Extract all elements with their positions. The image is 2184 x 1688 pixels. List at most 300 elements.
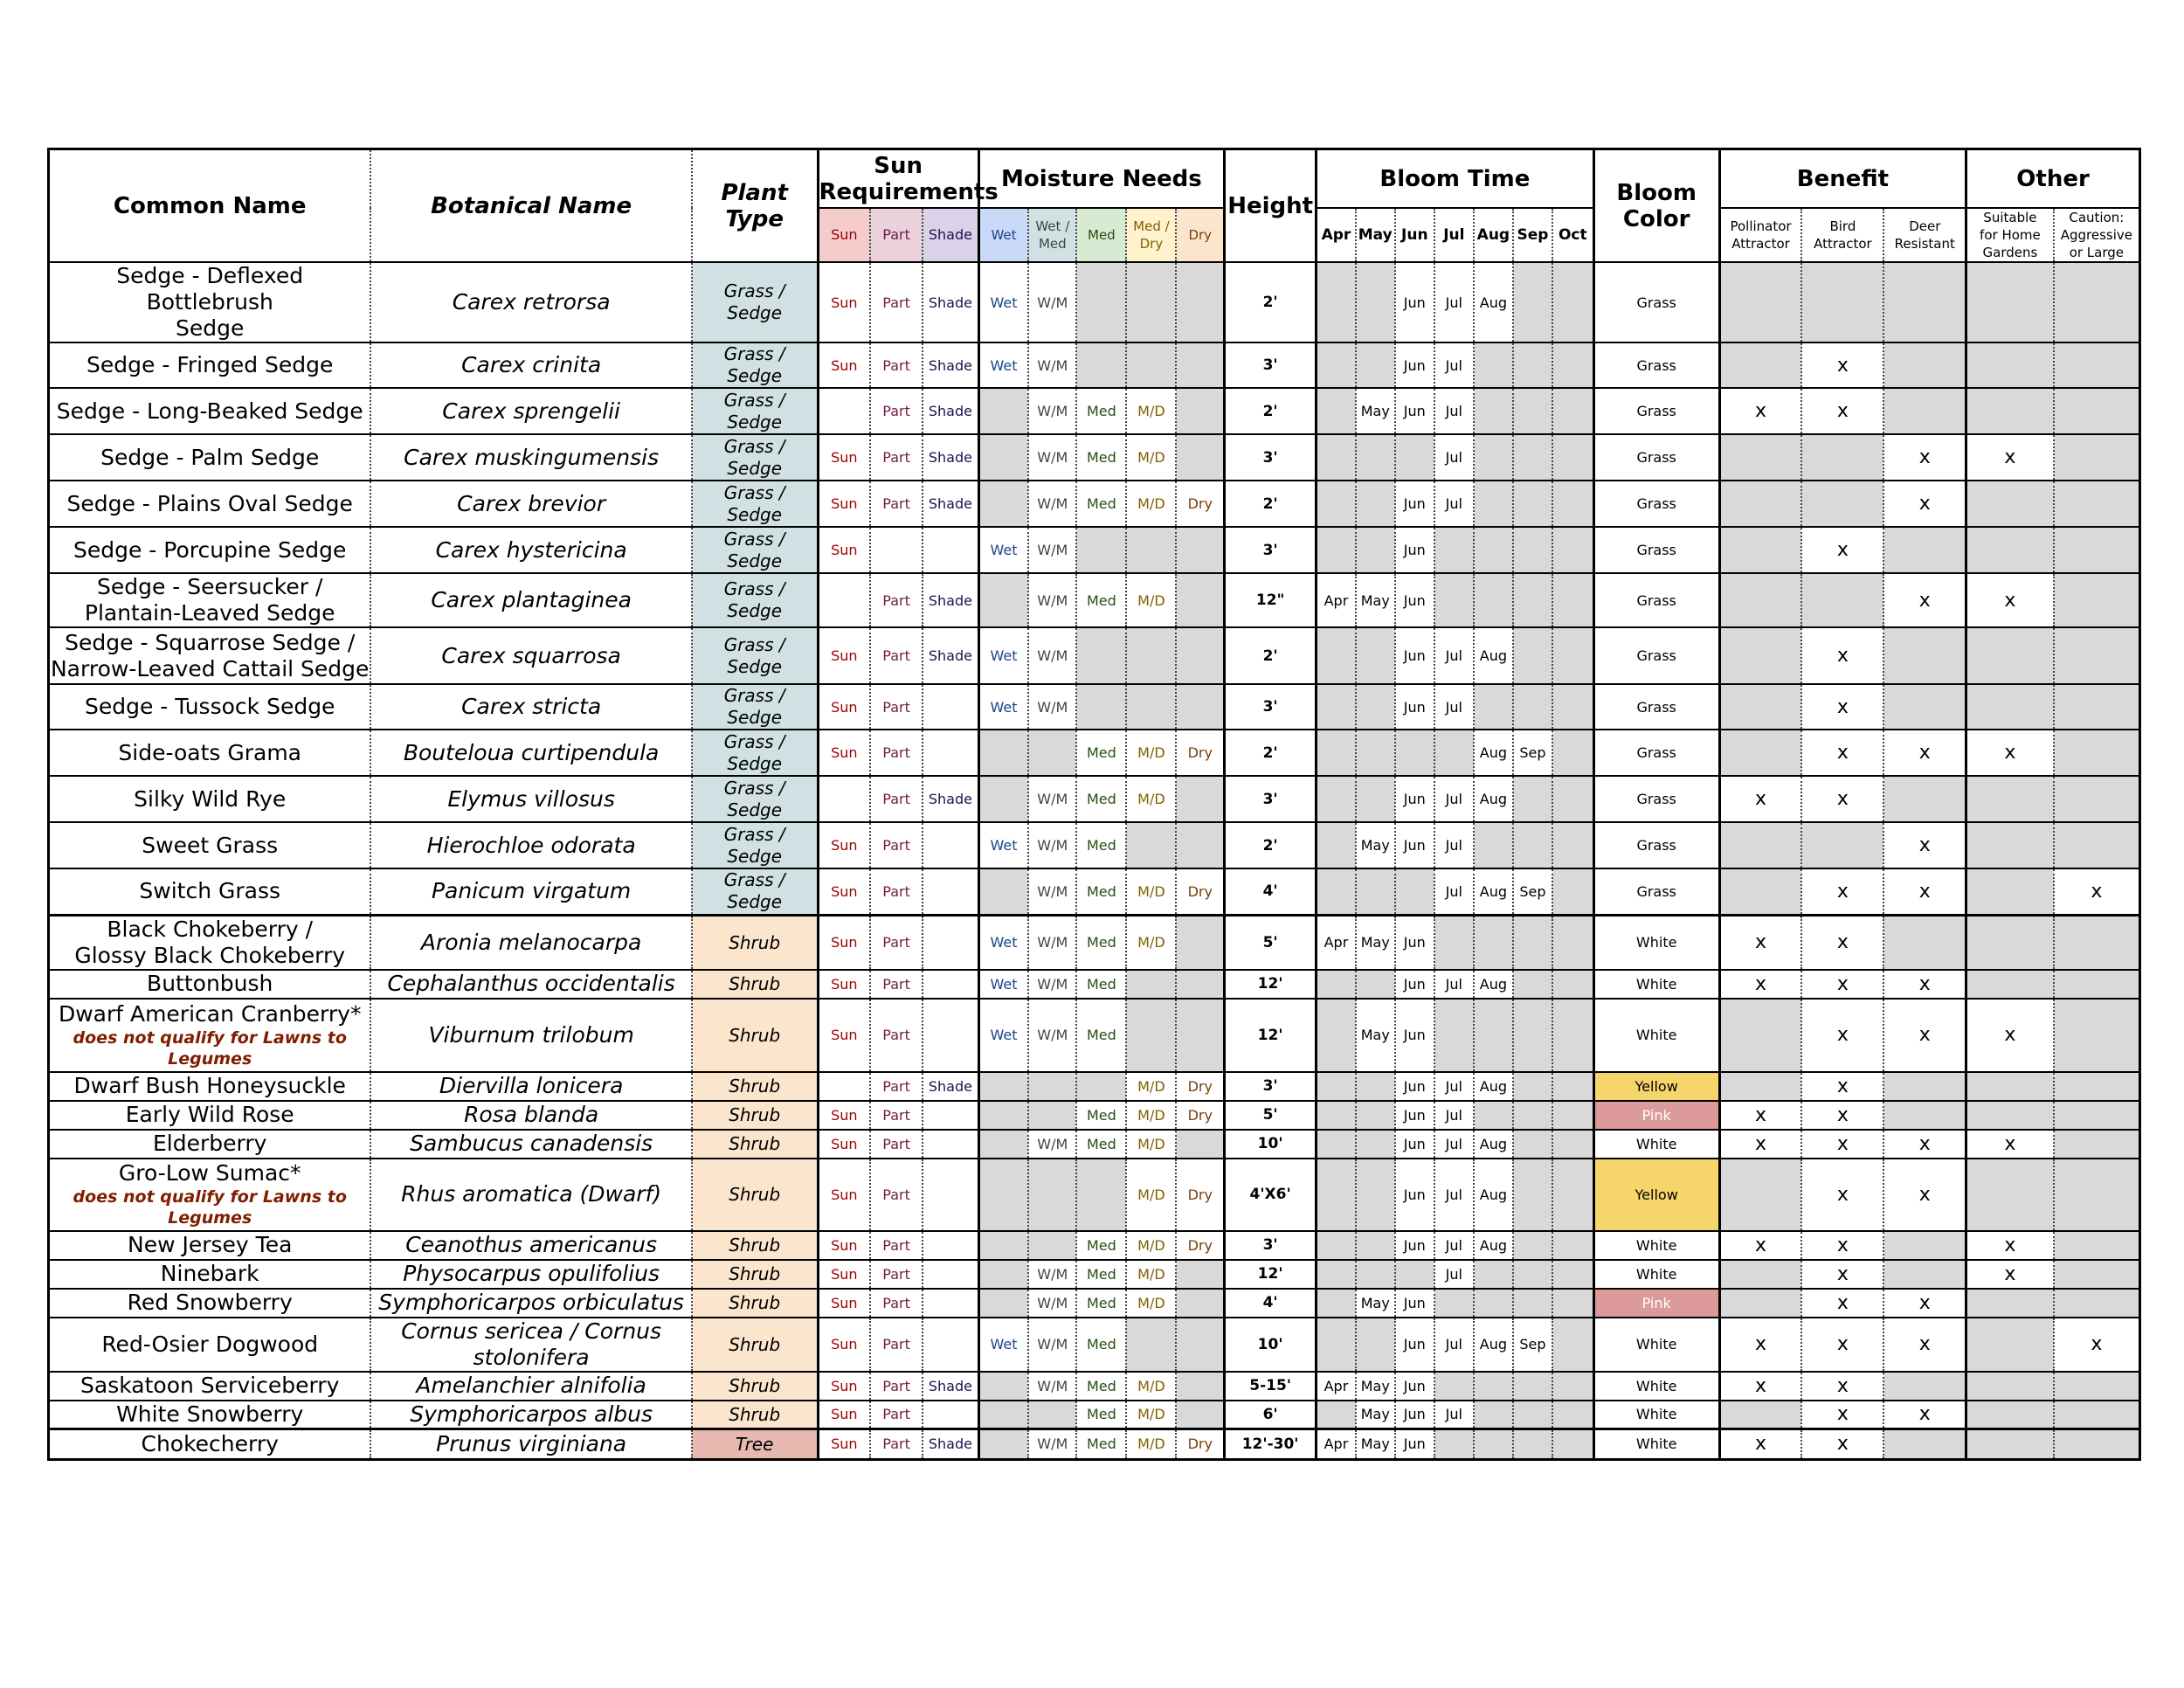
bloom-month-cell [1552, 627, 1593, 684]
text-line: Shrub [729, 931, 781, 953]
moisture-cell [1076, 342, 1126, 388]
sun-cell: Sun [818, 481, 870, 527]
moisture-cell: Med [1076, 730, 1126, 776]
other-cell [1966, 776, 2054, 822]
text-line: Sedge [727, 411, 783, 432]
bloom-month-cell: Jul [1434, 342, 1474, 388]
benefit-cell [1719, 527, 1801, 573]
other-cell [2054, 1159, 2139, 1231]
text-line: Sedge [727, 457, 783, 479]
benefit-cell: x [1801, 1372, 1883, 1401]
benefit-cell: x [1801, 1260, 1883, 1289]
bloom-color-cell: White [1593, 1372, 1719, 1401]
text-line: Carex hystericina [435, 536, 627, 563]
text-line: Grass / [723, 578, 785, 599]
bloom-color-cell: Grass [1593, 868, 1719, 915]
text-line: for Home [1980, 227, 2041, 243]
moisture-cell: W/M [1028, 627, 1076, 684]
moisture-cell [1176, 262, 1224, 342]
botanical-name [370, 481, 691, 527]
bloom-month-cell: Aug [1474, 868, 1513, 915]
bloom-month-cell [1513, 776, 1552, 822]
bloom-month-cell [1356, 1072, 1395, 1101]
benefit-cell: x [1883, 1130, 1966, 1159]
bloom-month-cell [1317, 1101, 1356, 1130]
bloom-month-cell [1317, 481, 1356, 527]
plant-type [692, 1429, 818, 1458]
height-cell: 2' [1225, 481, 1317, 527]
bloom-month-cell [1474, 434, 1513, 481]
text-line: Symphoricarpos albus [410, 1401, 653, 1427]
bloom-month-cell: Aug [1474, 1130, 1513, 1159]
sun-cell: Shade [923, 388, 978, 434]
other-cell [1966, 1159, 2054, 1231]
benefit-cell: x [1801, 1401, 1883, 1429]
height-cell: 5' [1225, 1101, 1317, 1130]
bloom-month-cell [1317, 527, 1356, 573]
moisture-cell: W/M [1028, 573, 1076, 627]
moisture-cell [1176, 573, 1224, 627]
text-line: Rosa blanda [464, 1102, 599, 1127]
bloom-month-cell [1474, 388, 1513, 434]
bloom-month-cell: Aug [1474, 1159, 1513, 1231]
bloom-color-cell: White [1593, 1318, 1719, 1372]
benefit-cell [1719, 262, 1801, 342]
benefit-cell: x [1719, 1130, 1801, 1159]
bloom-month-cell [1317, 822, 1356, 868]
bloom-month-cell: Jul [1434, 1231, 1474, 1260]
sun-cell [923, 822, 978, 868]
benefit-cell [1883, 1429, 1966, 1458]
height-cell: 3' [1225, 434, 1317, 481]
table-row [50, 730, 2139, 776]
benefit-cell: x [1883, 1289, 1966, 1318]
sun-cell: Part [870, 1372, 923, 1401]
bloom-month-cell [1474, 342, 1513, 388]
benefit-cell: x [1801, 1159, 1883, 1231]
sun-cell: Sun [818, 527, 870, 573]
plant-type [692, 1260, 818, 1289]
bloom-color-cell: White [1593, 1130, 1719, 1159]
benefit-cell: x [1719, 1318, 1801, 1372]
moisture-cell [978, 730, 1028, 776]
bloom-month-cell: Jul [1434, 868, 1474, 915]
bloom-month-cell: Jul [1434, 1072, 1474, 1101]
botanical-name [370, 1289, 691, 1318]
bloom-color-cell: Grass [1593, 730, 1719, 776]
text-line: Grass / [723, 633, 785, 655]
moisture-cell [1176, 1130, 1224, 1159]
bloom-month-cell: Jun [1395, 388, 1434, 434]
bloom-month-cell: Apr [1317, 573, 1356, 627]
bloom-month-cell [1356, 342, 1395, 388]
benefit-cell: x [1719, 1429, 1801, 1458]
moisture-cell [978, 1401, 1028, 1429]
text-line: Sedge [727, 600, 783, 621]
benefit-cell [1719, 822, 1801, 868]
moisture-cell [1176, 776, 1224, 822]
text-line: Sedge - Long-Beaked Sedge [56, 398, 363, 424]
benefit-cell: x [1883, 822, 1966, 868]
bloom-color-cell: Grass [1593, 822, 1719, 868]
bloom-month-cell [1356, 776, 1395, 822]
table-row [50, 342, 2139, 388]
benefit-cell [1719, 627, 1801, 684]
table-row [50, 1401, 2139, 1429]
text-line: Dry [1139, 236, 1164, 252]
benefit-cell: x [1801, 776, 1883, 822]
text-line: Attractor [1731, 236, 1790, 252]
moisture-cell: Wet [978, 262, 1028, 342]
header-month-apr: Apr [1317, 208, 1356, 262]
bloom-month-cell: Jul [1434, 627, 1474, 684]
benefit-cell [1719, 1289, 1801, 1318]
moisture-cell [1176, 1260, 1224, 1289]
other-cell: x [1966, 730, 2054, 776]
benefit-cell: x [1801, 627, 1883, 684]
moisture-cell [1028, 1072, 1076, 1101]
moisture-cell [1126, 627, 1176, 684]
benefit-cell [1883, 627, 1966, 684]
benefit-cell [1883, 1260, 1966, 1289]
bloom-month-cell [1434, 730, 1474, 776]
text-line: stolonifera [473, 1344, 590, 1370]
bloom-month-cell [1356, 1159, 1395, 1231]
sun-cell: Sun [818, 868, 870, 915]
bloom-month-cell [1434, 527, 1474, 573]
sun-cell: Part [870, 776, 923, 822]
sun-cell [923, 1318, 978, 1372]
sun-cell [923, 915, 978, 970]
sun-cell: Shade [923, 1372, 978, 1401]
bloom-month-cell [1434, 999, 1474, 1072]
benefit-cell [1883, 1072, 1966, 1101]
benefit-cell [1719, 481, 1801, 527]
other-cell [1966, 1401, 2054, 1429]
bloom-month-cell: Jun [1395, 1072, 1434, 1101]
sun-cell: Part [870, 684, 923, 730]
other-cell [2054, 730, 2139, 776]
height-cell: 2' [1225, 730, 1317, 776]
moisture-cell: Wet [978, 822, 1028, 868]
moisture-cell: W/M [1028, 434, 1076, 481]
bloom-month-cell [1356, 1318, 1395, 1372]
moisture-cell [1028, 1401, 1076, 1429]
benefit-cell: x [1719, 388, 1801, 434]
bloom-month-cell [1513, 1429, 1552, 1458]
other-cell: x [1966, 1130, 2054, 1159]
bloom-month-cell [1552, 1072, 1593, 1101]
common-name [50, 481, 370, 527]
table-row [50, 776, 2139, 822]
bloom-month-cell [1474, 999, 1513, 1072]
sun-cell: Shade [923, 481, 978, 527]
moisture-cell: Med [1076, 1260, 1126, 1289]
benefit-cell [1883, 776, 1966, 822]
moisture-cell: Med [1076, 970, 1126, 999]
other-cell [1966, 1372, 2054, 1401]
other-cell [1966, 1072, 2054, 1101]
sun-cell: Part [870, 1260, 923, 1289]
sun-cell: Part [870, 1159, 923, 1231]
bloom-month-cell [1552, 970, 1593, 999]
moisture-cell [1028, 1159, 1076, 1231]
moisture-cell [978, 1159, 1028, 1231]
height-cell: 6' [1225, 1401, 1317, 1429]
bloom-color-cell: Grass [1593, 684, 1719, 730]
other-cell [1966, 1318, 2054, 1372]
sun-cell [923, 684, 978, 730]
other-cell [2054, 999, 2139, 1072]
other-cell [2054, 1401, 2139, 1429]
table-row [50, 822, 2139, 868]
plant-type [692, 1072, 818, 1101]
bloom-month-cell [1474, 1429, 1513, 1458]
benefit-cell [1883, 1101, 1966, 1130]
height-cell: 2' [1225, 388, 1317, 434]
sun-cell: Part [870, 1289, 923, 1318]
text-line: Shrub [729, 1104, 781, 1125]
moisture-cell [1176, 684, 1224, 730]
bloom-month-cell: Aug [1474, 1318, 1513, 1372]
bloom-color-cell: White [1593, 1260, 1719, 1289]
other-cell [1966, 262, 2054, 342]
text-line: Shrub [729, 1292, 781, 1313]
other-cell [1966, 915, 2054, 970]
sun-cell [923, 1159, 978, 1231]
plant-type [692, 434, 818, 481]
other-cell [1966, 1429, 2054, 1458]
bloom-month-cell: Jun [1395, 527, 1434, 573]
moisture-cell: Dry [1176, 1101, 1224, 1130]
bloom-month-cell [1552, 1318, 1593, 1372]
height-cell: 2' [1225, 822, 1317, 868]
text-line: Caution: [2069, 210, 2125, 225]
benefit-cell: x [1883, 730, 1966, 776]
moisture-cell: M/D [1126, 1260, 1176, 1289]
sun-cell [923, 999, 978, 1072]
botanical-name [370, 970, 691, 999]
bloom-month-cell [1513, 822, 1552, 868]
other-cell [2054, 342, 2139, 388]
moisture-cell [1028, 1101, 1076, 1130]
bloom-color-cell: Pink [1593, 1101, 1719, 1130]
moisture-cell: Wet [978, 627, 1028, 684]
plant-type [692, 527, 818, 573]
bloom-month-cell [1317, 1318, 1356, 1372]
bloom-color-cell: Grass [1593, 481, 1719, 527]
height-cell: 10' [1225, 1318, 1317, 1372]
bloom-month-cell [1552, 1429, 1593, 1458]
sun-cell [923, 527, 978, 573]
common-name [50, 627, 370, 684]
benefit-cell [1883, 527, 1966, 573]
plant-type [692, 776, 818, 822]
bloom-month-cell: Jul [1434, 684, 1474, 730]
bloom-color-cell: White [1593, 915, 1719, 970]
table-row [50, 1231, 2139, 1260]
benefit-cell [1719, 868, 1801, 915]
table-row [50, 915, 2139, 970]
table-row [50, 527, 2139, 573]
text-line: Grass / [723, 777, 785, 799]
benefit-cell: x [1719, 970, 1801, 999]
text-line: Med [1038, 236, 1067, 252]
bloom-month-cell [1552, 434, 1593, 481]
bloom-month-cell [1434, 573, 1474, 627]
height-cell: 3' [1225, 684, 1317, 730]
other-cell [2054, 627, 2139, 684]
bloom-color-cell: White [1593, 999, 1719, 1072]
bloom-month-cell [1513, 970, 1552, 999]
benefit-cell: x [1801, 730, 1883, 776]
bloom-month-cell: Sep [1513, 730, 1552, 776]
table-row [50, 1289, 2139, 1318]
benefit-cell: x [1883, 868, 1966, 915]
text-line: Shrub [729, 1375, 781, 1396]
bloom-month-cell [1317, 434, 1356, 481]
plant-type [692, 1401, 818, 1429]
benefit-cell: x [1883, 1318, 1966, 1372]
bloom-month-cell: Jul [1434, 1159, 1474, 1231]
other-cell: x [1966, 434, 2054, 481]
benefit-cell: x [1719, 1372, 1801, 1401]
bloom-month-cell: Jul [1434, 434, 1474, 481]
plant-type [692, 1101, 818, 1130]
moisture-cell [978, 1372, 1028, 1401]
lawns-to-legumes-note: does not qualify for Lawns to [73, 1187, 347, 1207]
benefit-cell [1883, 388, 1966, 434]
benefit-cell [1719, 999, 1801, 1072]
moisture-cell: Dry [1176, 868, 1224, 915]
moisture-cell: W/M [1028, 822, 1076, 868]
benefit-cell [1719, 684, 1801, 730]
bloom-month-cell [1513, 1260, 1552, 1289]
benefit-cell: x [1883, 434, 1966, 481]
bloom-month-cell: Aug [1474, 1072, 1513, 1101]
botanical-name [370, 999, 691, 1072]
sun-cell [818, 776, 870, 822]
benefit-cell: x [1801, 915, 1883, 970]
bloom-month-cell [1356, 868, 1395, 915]
header-moisture-needs: Moisture Needs [978, 150, 1224, 208]
moisture-cell: Med [1076, 1289, 1126, 1318]
sun-cell: Part [870, 999, 923, 1072]
benefit-cell: x [1801, 1072, 1883, 1101]
moisture-cell: W/M [1028, 1260, 1076, 1289]
other-cell [1966, 970, 2054, 999]
benefit-cell [1801, 481, 1883, 527]
table-row [50, 970, 2139, 999]
lawns-to-legumes-note: Legumes [168, 1048, 252, 1069]
benefit-cell: x [1883, 970, 1966, 999]
plant-type [692, 481, 818, 527]
sun-cell: Sun [818, 1401, 870, 1429]
text-line: Sedge [727, 707, 783, 728]
bloom-color-cell: Grass [1593, 776, 1719, 822]
moisture-cell: Med [1076, 1429, 1126, 1458]
benefit-cell: x [1719, 1231, 1801, 1260]
bloom-month-cell [1513, 1231, 1552, 1260]
bloom-month-cell [1552, 1231, 1593, 1260]
moisture-cell [1176, 1401, 1224, 1429]
bloom-month-cell: Aug [1474, 1231, 1513, 1260]
moisture-cell: M/D [1126, 776, 1176, 822]
sun-cell: Shade [923, 342, 978, 388]
bloom-month-cell [1552, 1401, 1593, 1429]
text-line: Cephalanthus occidentalis [387, 971, 675, 996]
text-line: Sedge [176, 315, 245, 341]
text-line: Sedge [727, 365, 783, 386]
moisture-cell [978, 1289, 1028, 1318]
moisture-cell: Med [1076, 481, 1126, 527]
table-row [50, 481, 2139, 527]
text-line: Carex retrorsa [452, 289, 611, 315]
sun-cell: Sun [818, 342, 870, 388]
benefit-cell [1719, 1401, 1801, 1429]
moisture-cell: Dry [1176, 730, 1224, 776]
bloom-month-cell: Jul [1434, 262, 1474, 342]
moisture-cell: Med [1076, 388, 1126, 434]
other-cell [1966, 527, 2054, 573]
header-botanical-name: Botanical Name [370, 150, 691, 262]
bloom-color-cell: Grass [1593, 527, 1719, 573]
text-line: Grass / [723, 528, 785, 550]
sun-cell: Sun [818, 1372, 870, 1401]
other-cell [1966, 342, 2054, 388]
sun-cell: Part [870, 434, 923, 481]
bloom-month-cell [1317, 970, 1356, 999]
header-sun-part: Part [870, 208, 923, 262]
text-line: Wet [991, 227, 1017, 243]
bloom-month-cell [1356, 1101, 1395, 1130]
bloom-month-cell: Jun [1395, 262, 1434, 342]
moisture-cell [978, 1231, 1028, 1260]
bloom-month-cell [1552, 388, 1593, 434]
bloom-month-cell [1474, 1289, 1513, 1318]
moisture-cell [1076, 1072, 1126, 1101]
bloom-month-cell [1513, 1289, 1552, 1318]
bloom-month-cell [1317, 1260, 1356, 1289]
bloom-month-cell: Jun [1395, 1372, 1434, 1401]
other-cell [1966, 1101, 2054, 1130]
text-line: Saskatoon Serviceberry [80, 1373, 340, 1398]
bloom-month-cell: Jul [1434, 970, 1474, 999]
other-cell [2054, 262, 2139, 342]
header-moisture-4 [1176, 208, 1224, 262]
common-name [50, 822, 370, 868]
text-line: Pollinator [1730, 218, 1792, 234]
common-name [50, 1130, 370, 1159]
bloom-month-cell: May [1356, 388, 1395, 434]
benefit-cell: x [1883, 573, 1966, 627]
text-line: Aggressive [2060, 227, 2132, 243]
moisture-cell: W/M [1028, 1130, 1076, 1159]
table-row [50, 627, 2139, 684]
bloom-color-cell: Yellow [1593, 1159, 1719, 1231]
text-line: Deer [1909, 218, 1941, 234]
other-cell [2054, 481, 2139, 527]
text-line: Dwarf Bush Honeysuckle [73, 1073, 346, 1098]
text-line: Side-oats Grama [118, 739, 301, 765]
other-cell [1966, 868, 2054, 915]
bloom-month-cell: Jul [1434, 481, 1474, 527]
other-cell: x [1966, 1231, 2054, 1260]
bloom-month-cell [1317, 1289, 1356, 1318]
common-name [50, 388, 370, 434]
bloom-month-cell [1513, 1159, 1552, 1231]
other-cell [2054, 527, 2139, 573]
